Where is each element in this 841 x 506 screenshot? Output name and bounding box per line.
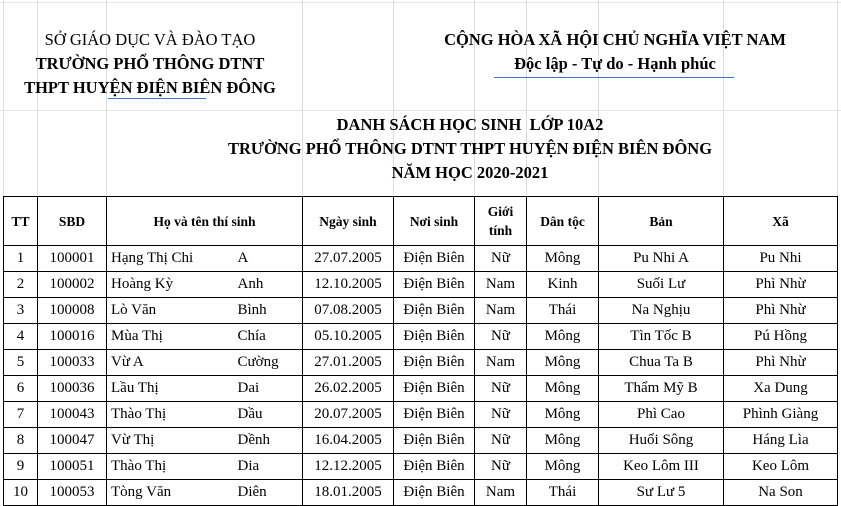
table-row [4,454,838,480]
col-header-village: Bản [599,197,724,246]
cell-sbd[interactable]: 100001 [38,246,107,272]
cell-given-name[interactable]: Cường [234,350,303,376]
cell-given-name[interactable]: Dầu [234,402,303,428]
table-row [4,376,838,402]
cell-pob[interactable]: Điện Biên [394,246,475,272]
cell-gender[interactable]: Nam [475,298,527,324]
agency-header [0,28,300,100]
cell-pob[interactable]: Điện Biên [394,272,475,298]
cell-given-name[interactable]: Dia [234,454,303,480]
cell-dob[interactable]: 07.08.2005 [303,298,394,324]
col-header-gender [475,197,527,246]
cell-sbd[interactable]: 100016 [38,324,107,350]
cell-village[interactable]: Keo Lôm III [599,454,724,480]
table-row [4,246,838,272]
cell-ethnicity[interactable]: Mông [527,324,599,350]
cell-gender[interactable]: Nữ [475,324,527,350]
student-table [3,196,838,506]
cell-tt[interactable]: 8 [4,428,38,454]
table-row [4,298,838,324]
cell-tt[interactable]: 9 [4,454,38,480]
school-name-line2: THPT HUYỆN ĐIỆN BIÊN ĐÔNG [24,78,276,97]
cell-village[interactable]: Suối Lư [599,272,724,298]
school-name-line1: TRƯỜNG PHỔ THÔNG DTNT [35,54,265,73]
cell-commune[interactable]: Pú Hồng [724,324,838,350]
cell-pob[interactable]: Điện Biên [394,298,475,324]
cell-pob[interactable]: Điện Biên [394,376,475,402]
cell-dob[interactable]: 12.10.2005 [303,272,394,298]
national-title: CỘNG HÒA XÃ HỘI CHỦ NGHĨA VIỆT NAM [444,30,786,49]
cell-dob[interactable]: 27.07.2005 [303,246,394,272]
cell-dob[interactable]: 27.01.2005 [303,350,394,376]
cell-given-name[interactable]: Anh [234,272,303,298]
national-header [410,28,820,76]
cell-tt[interactable]: 3 [4,298,38,324]
cell-commune[interactable]: Keo Lôm [724,454,838,480]
col-header-pob: Nơi sinh [394,197,475,246]
cell-sbd[interactable]: 100053 [38,480,107,506]
cell-surname[interactable]: Thào Thị [107,454,234,480]
cell-gender[interactable]: Nữ [475,402,527,428]
cell-ethnicity[interactable]: Thái [527,480,599,506]
cell-given-name[interactable]: Dềnh [234,428,303,454]
cell-tt[interactable]: 6 [4,376,38,402]
cell-surname[interactable]: Lò Văn [107,298,234,324]
cell-gender[interactable]: Nam [475,272,527,298]
title-line3: NĂM HỌC 2020-2021 [391,163,549,182]
table-row [4,402,838,428]
cell-tt[interactable]: 4 [4,324,38,350]
cell-tt[interactable]: 5 [4,350,38,376]
cell-commune[interactable]: Pu Nhi [724,246,838,272]
cell-commune[interactable]: Xa Dung [724,376,838,402]
cell-commune[interactable]: Phì Nhừ [724,272,838,298]
table-header-row [4,197,838,246]
cell-commune[interactable]: Na Son [724,480,838,506]
cell-surname[interactable]: Tòng Văn [107,480,234,506]
cell-village[interactable]: Phì Cao [599,402,724,428]
cell-village[interactable]: Sư Lư 5 [599,480,724,506]
cell-tt[interactable]: 1 [4,246,38,272]
cell-pob[interactable]: Điện Biên [394,454,475,480]
cell-surname[interactable]: Hoàng Kỳ [107,272,234,298]
cell-surname[interactable]: Hạng Thị Chi [107,246,234,272]
col-header-tt: TT [4,197,38,246]
cell-ethnicity[interactable]: Mông [527,428,599,454]
cell-gender[interactable]: Nam [475,480,527,506]
cell-sbd[interactable]: 100047 [38,428,107,454]
cell-village[interactable]: Na Nghịu [599,298,724,324]
cell-ethnicity[interactable]: Thái [527,298,599,324]
cell-given-name[interactable]: A [234,246,303,272]
cell-pob[interactable]: Điện Biên [394,324,475,350]
agency-underline [108,98,206,99]
cell-commune[interactable]: Phình Giàng [724,402,838,428]
cell-sbd[interactable]: 100008 [38,298,107,324]
table-row [4,428,838,454]
cell-sbd[interactable]: 100036 [38,376,107,402]
cell-surname[interactable]: Thào Thị [107,402,234,428]
cell-ethnicity[interactable]: Mông [527,246,599,272]
document-title [150,113,790,185]
title-line2: TRƯỜNG PHỔ THÔNG DTNT THPT HUYỆN ĐIỆN BIÊN ĐÔNG [227,139,713,158]
col-header-ethnicity: Dân tộc [527,197,599,246]
cell-pob[interactable]: Điện Biên [394,350,475,376]
cell-gender[interactable]: Nam [475,350,527,376]
cell-given-name[interactable]: Diên [234,480,303,506]
cell-surname[interactable]: Vừ A [107,350,234,376]
cell-dob[interactable]: 20.07.2005 [303,402,394,428]
cell-tt[interactable]: 10 [4,480,38,506]
cell-gender[interactable]: Nữ [475,376,527,402]
national-motto: Độc lập - Tự do - Hạnh phúc [514,54,716,73]
department-name: SỞ GIÁO DỤC VÀ ĐÀO TẠO [44,30,256,49]
cell-dob[interactable]: 05.10.2005 [303,324,394,350]
cell-village[interactable]: Huổi Sông [599,428,724,454]
cell-ethnicity[interactable]: Mông [527,376,599,402]
cell-ethnicity[interactable]: Mông [527,350,599,376]
cell-gender[interactable]: Nữ [475,246,527,272]
cell-sbd[interactable]: 100043 [38,402,107,428]
motto-underline [494,77,734,78]
cell-pob[interactable]: Điện Biên [394,480,475,506]
cell-given-name[interactable]: Dai [234,376,303,402]
cell-pob[interactable]: Điện Biên [394,402,475,428]
table-row [4,272,838,298]
cell-village[interactable]: Thẩm Mỹ B [599,376,724,402]
cell-surname[interactable]: Mùa Thị [107,324,234,350]
col-header-name: Họ và tên thí sinh [107,197,303,246]
cell-pob[interactable]: Điện Biên [394,428,475,454]
cell-gender[interactable]: Nữ [475,428,527,454]
cell-ethnicity[interactable]: Mông [527,454,599,480]
cell-tt[interactable]: 2 [4,272,38,298]
table-row [4,480,838,506]
cell-given-name[interactable]: Chía [234,324,303,350]
cell-commune[interactable]: Phì Nhừ [724,350,838,376]
col-header-gender-line2: tính [488,223,513,238]
cell-village[interactable]: Chua Ta B [599,350,724,376]
cell-dob[interactable]: 18.01.2005 [303,480,394,506]
cell-gender[interactable]: Nữ [475,454,527,480]
col-header-dob: Ngày sinh [303,197,394,246]
cell-village[interactable]: Pu Nhi A [599,246,724,272]
cell-sbd[interactable]: 100033 [38,350,107,376]
cell-surname[interactable]: Vừ Thị [107,428,234,454]
col-header-sbd: SBD [38,197,107,246]
title-line1: DANH SÁCH HỌC SINH LỚP 10A2 [336,115,604,134]
cell-sbd[interactable]: 100002 [38,272,107,298]
table-row [4,324,838,350]
cell-tt[interactable]: 7 [4,402,38,428]
cell-dob[interactable]: 12.12.2005 [303,454,394,480]
cell-commune[interactable]: Háng Lìa [724,428,838,454]
col-header-gender-line1: Giới [487,204,514,219]
cell-ethnicity[interactable]: Kinh [527,272,599,298]
cell-dob[interactable]: 26.02.2005 [303,376,394,402]
table-row [4,350,838,376]
cell-commune[interactable]: Phì Nhừ [724,298,838,324]
cell-ethnicity[interactable]: Mông [527,402,599,428]
cell-dob[interactable]: 16.04.2005 [303,428,394,454]
col-header-commune: Xã [724,197,838,246]
cell-village[interactable]: Tìn Tốc B [599,324,724,350]
cell-surname[interactable]: Lầu Thị [107,376,234,402]
cell-sbd[interactable]: 100051 [38,454,107,480]
cell-given-name[interactable]: Bình [234,298,303,324]
